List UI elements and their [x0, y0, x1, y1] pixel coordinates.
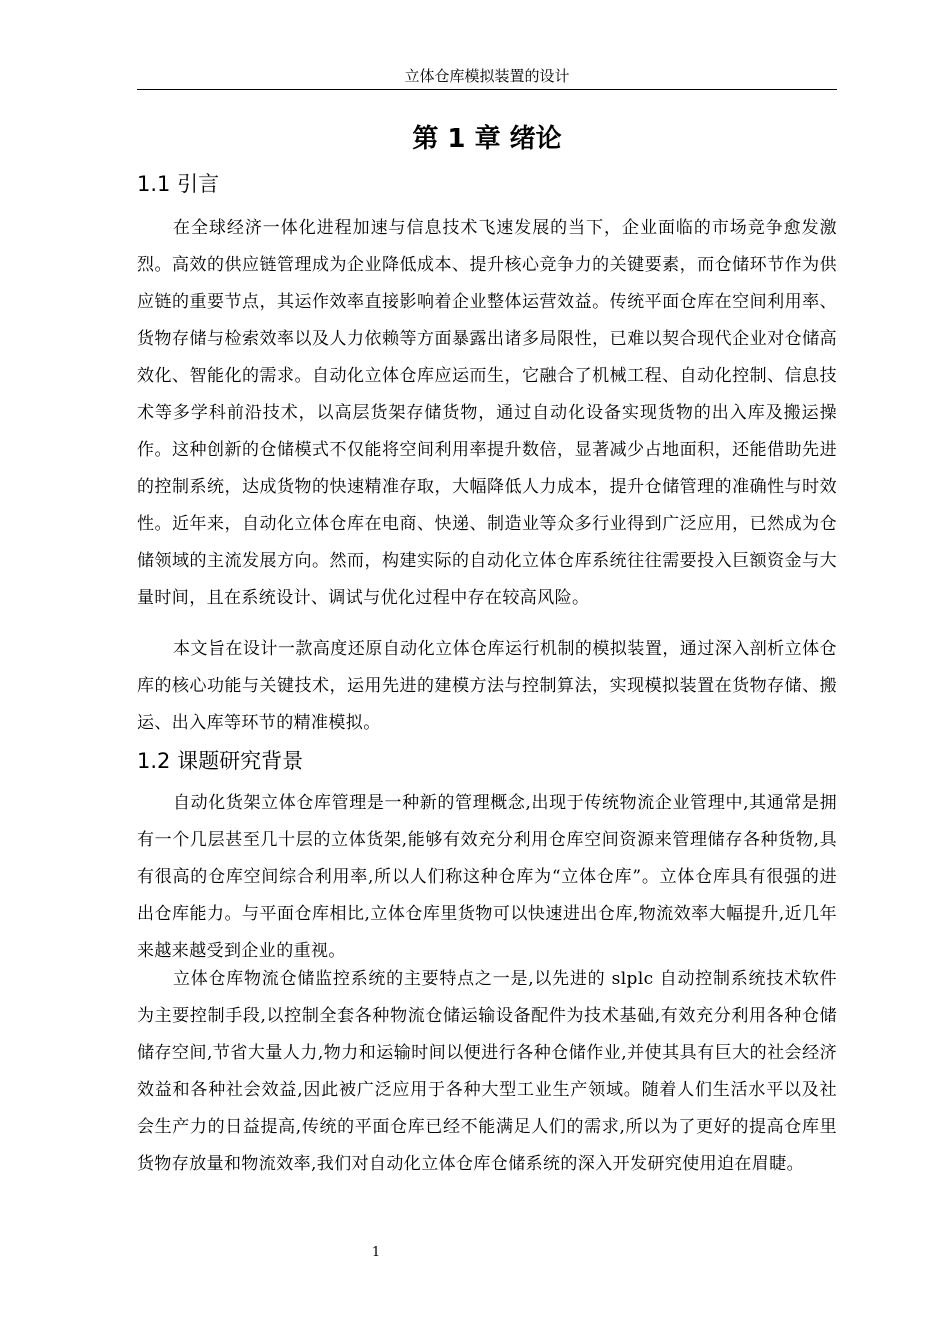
section-heading-1-2: 1.2 课题研究背景 [137, 749, 304, 773]
paragraph-intro-1: 在全球经济一体化进程加速与信息技术飞速发展的当下，企业面临的市场竞争愈发激烈。高效的供应链管理成为企业降低成本、提升核心竞争力的关键要素，而仓储环节作为供应链的重要节点，其运作效率直接影响着企业整体运营效益。传统平面仓库在空间利用率、货物存储与检索效率以及人力依赖等方面暴露出诸多局限性，已难以契合现代企业对仓储高效化、智能化的需求。自动化立体仓库应运而生，它融合了机械工程、自动化控制、信息技术等多学科前沿技术，以高层货架存储货物，通过自动化设备实现货物的出入库及搬运操作。这种创新的仓储模式不仅能将空间利用率提升数倍，显著减少占地面积，还能借助先进的控制系统，达成货物的快速精准存取，大幅降低人力成本，提升仓储管理的准确性与时效性。近年来，自动化立体仓库在电商、快递、制造业等众多行业得到广泛应用，已然成为仓储领域的主流发展方向。然而，构建实际的自动化立体仓库系统往往需要投入巨额资金与大量时间，且在系统设计、调试与优化过程中存在较高风险。 [137, 218, 837, 608]
running-header: 立体仓库模拟装置的设计 [404, 67, 570, 85]
section-heading-1-1: 1.1 引言 [137, 172, 220, 196]
paragraph-background-2: 立体仓库物流仓储监控系统的主要特点之一是,以先进的 slplc 自动控制系统技术软件为主要控制手段,以控制全套各种物流仓储运输设备配件为技术基础,有效充分利用各种仓储储存空间,节省大量人力,物力和运输时间以便进行各种仓储作业,并使其具有巨大的社会经济效益和各种社会效益,因此被广泛应用于各种大型工业生产领域。随着人们生活水平以及社会生产力的日益提高,传统的平面仓库已经不能满足人们的需求,所以为了更好的提高仓库里货物存放量和物流效率,我们对自动化立体仓库仓储系统的深入开发研究使用迫在眉睫。 [137, 969, 837, 1174]
paragraph-intro-2: 本文旨在设计一款高度还原自动化立体仓库运行机制的模拟装置，通过深入剖析立体仓库的核心功能与关键技术，运用先进的建模方法与控制算法，实现模拟装置在货物存储、搬运、出入库等环节的精准模拟。 [137, 639, 837, 733]
page-number: 1 [371, 1245, 381, 1260]
paragraph-background-1: 自动化货架立体仓库管理是一种新的管理概念,出现于传统物流企业管理中,其通常是拥有一个几层甚至几十层的立体货架,能够有效充分利用仓库空间资源来管理储存各种货物,具有很高的仓库空间综合利用率,所以人们称这种仓库为“立体仓库”。立体仓库具有很强的进出仓库能力。与平面仓库相比,立体仓库里货物可以快速进出仓库,物流效率大幅提升,近几年来越来越受到企业的重视。 [137, 793, 837, 961]
chapter-title: 第 1 章 绪论 [412, 124, 562, 154]
header-rule [137, 89, 837, 90]
